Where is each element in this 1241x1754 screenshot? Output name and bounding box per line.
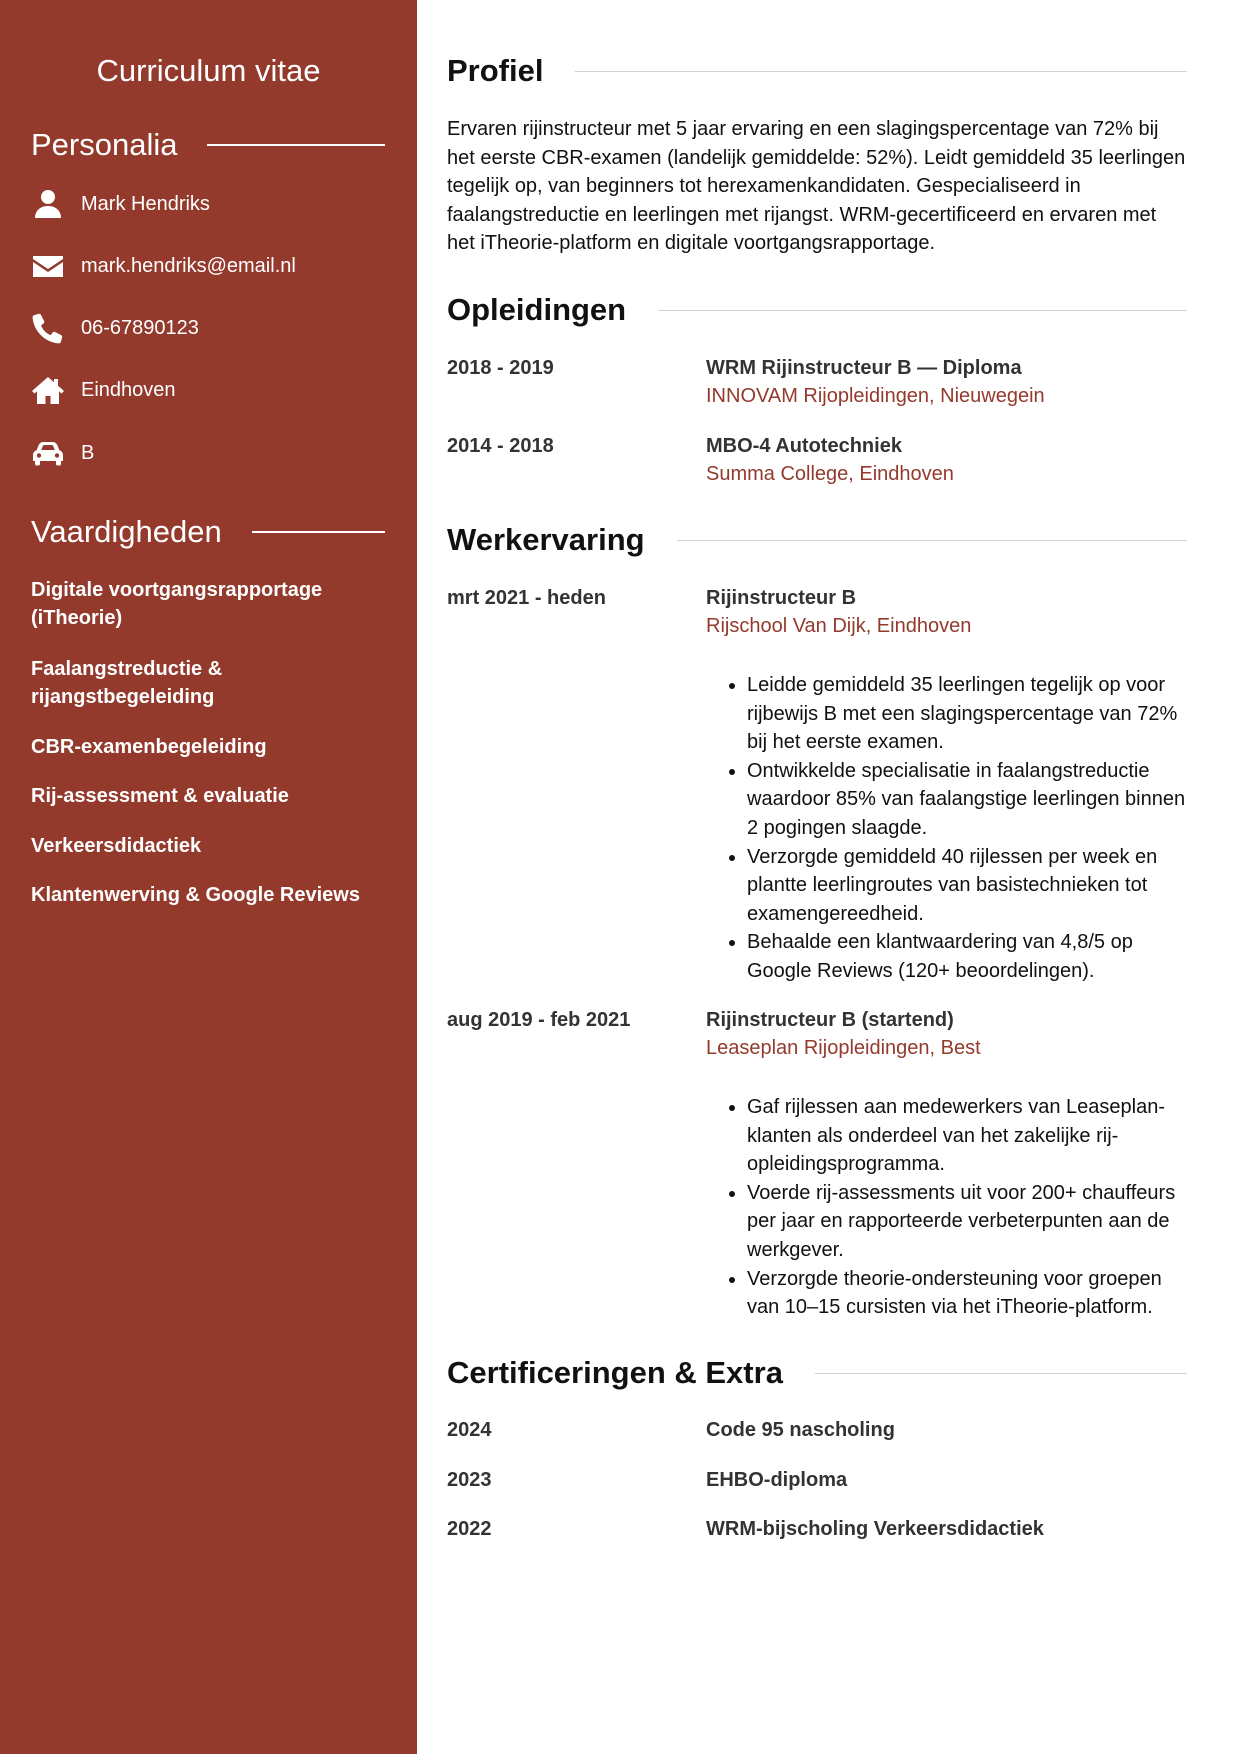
cert-year: 2024 (447, 1419, 492, 1441)
job-bullet: • Verzorgde gemiddeld 40 rijlessen per week en plantte leerlingroutes van basistechnieken tot examengereedheid. (747, 843, 1191, 929)
certifications-heading-label: Certificeringen & Extra (447, 1355, 783, 1390)
cert-year: 2023 (447, 1469, 492, 1491)
work-heading (447, 522, 1187, 558)
job-dates: aug 2019 - feb 2021 (447, 1009, 631, 1031)
job-dates: mrt 2021 - heden (447, 587, 606, 609)
personalia-heading (31, 127, 385, 163)
job-title: Rijinstructeur B (startend) (706, 1009, 954, 1031)
car-icon (31, 436, 65, 470)
heading-divider (658, 310, 1187, 311)
contact-email[interactable] (31, 248, 296, 284)
contact-phone-value[interactable]: 06-67890123 (81, 316, 199, 339)
job-employer: Rijschool Van Dijk, Eindhoven (706, 615, 972, 637)
skill-item: Verkeersdidactiek (31, 835, 202, 857)
contact-phone[interactable] (31, 310, 199, 346)
heading-divider (677, 540, 1187, 541)
profile-text: Ervaren rijinstructeur met 5 jaar ervaring en een slagingspercentage van 72% bij het eerste CBR-examen (landelijk gemiddelde: 52%). Leidt gemiddeld 35 leerlingen tegelijk op, van beginners tot herexamenkandidaten. Gespecialiseerd in faalangstreductie en leerlingen met rijangst. WRM-gecertificeerd en ervaren met het iTheorie-platform en digitale voortgangsrapportage. (447, 118, 1186, 254)
contact-name-value: Mark Hendriks (81, 192, 210, 215)
education-dates: 2018 - 2019 (447, 357, 554, 379)
cert-title: WRM-bijscholing Verkeersdidactiek (706, 1518, 1044, 1540)
job-bullet: • Ontwikkelde specialisatie in faalangstreductie waardoor 85% van faalangstige leerlingen binnen 2 pogingen slaagde. (747, 757, 1191, 843)
education-dates: 2014 - 2018 (447, 435, 554, 457)
home-icon (31, 373, 65, 407)
personalia-heading-label: Personalia (31, 127, 178, 162)
cert-title: Code 95 nascholing (706, 1419, 895, 1441)
job-bullets (706, 1093, 1191, 1322)
education-title: MBO-4 Autotechniek (706, 435, 902, 457)
education-heading (447, 292, 1187, 328)
heading-divider (815, 1373, 1187, 1374)
skill-item: Klantenwerving & Google Reviews (31, 884, 360, 906)
education-heading-label: Opleidingen (447, 292, 627, 327)
contact-email-value[interactable]: mark.hendriks@email.nl (81, 254, 296, 277)
contact-license (31, 435, 94, 471)
user-icon (31, 187, 65, 221)
document-title: Curriculum vitae (96, 53, 321, 88)
contact-city-value: Eindhoven (81, 378, 176, 401)
education-institution: Summa College, Eindhoven (706, 463, 954, 485)
job-bullets (706, 671, 1191, 986)
heading-divider (252, 531, 385, 533)
job-bullet: • Behaalde een klantwaardering van 4,8/5 op Google Reviews (120+ beoordelingen). (747, 928, 1191, 985)
heading-divider (575, 71, 1187, 72)
contact-license-value: B (81, 441, 95, 464)
profile-heading-label: Profiel (447, 53, 544, 88)
envelope-icon (31, 249, 65, 283)
skills-heading (31, 514, 385, 550)
skill-item: Rij-assessment & evaluatie (31, 785, 289, 807)
heading-divider (207, 144, 385, 146)
work-heading-label: Werkervaring (447, 522, 645, 557)
skill-item: Faalangstreductie & rijangstbegeleiding (31, 658, 223, 708)
profile-heading (447, 53, 1187, 89)
job-bullet: • Leidde gemiddeld 35 leerlingen tegelijk op voor rijbewijs B met een slagingspercentage van 72% bij het eerste examen. (747, 671, 1191, 757)
job-bullet: • Gaf rijlessen aan medewerkers van Leaseplan-klanten als onderdeel van het zakelijke rij-opleidingsprogramma. (747, 1093, 1191, 1179)
contact-name (31, 186, 210, 222)
skill-item: CBR-examenbegeleiding (31, 736, 267, 758)
contact-city (31, 372, 176, 408)
sidebar (0, 0, 417, 1754)
skill-item: Digitale voortgangsrapportage (iTheorie) (31, 579, 323, 629)
job-bullet: • Voerde rij-assessments uit voor 200+ chauffeurs per jaar en rapporteerde verbeterpunten aan de werkgever. (747, 1179, 1191, 1265)
skills-heading-label: Vaardigheden (31, 514, 222, 549)
phone-icon (31, 311, 65, 345)
certifications-heading (447, 1355, 1187, 1391)
cert-title: EHBO-diploma (706, 1469, 848, 1491)
education-title: WRM Rijinstructeur B — Diploma (706, 357, 1022, 379)
education-institution: INNOVAM Rijopleidingen, Nieuwegein (706, 385, 1045, 407)
cert-year: 2022 (447, 1518, 492, 1540)
job-title: Rijinstructeur B (706, 587, 857, 609)
job-bullet: • Verzorgde theorie-ondersteuning voor groepen van 10–15 cursisten via het iTheorie-platform. (747, 1265, 1191, 1322)
job-employer: Leaseplan Rijopleidingen, Best (706, 1037, 981, 1059)
